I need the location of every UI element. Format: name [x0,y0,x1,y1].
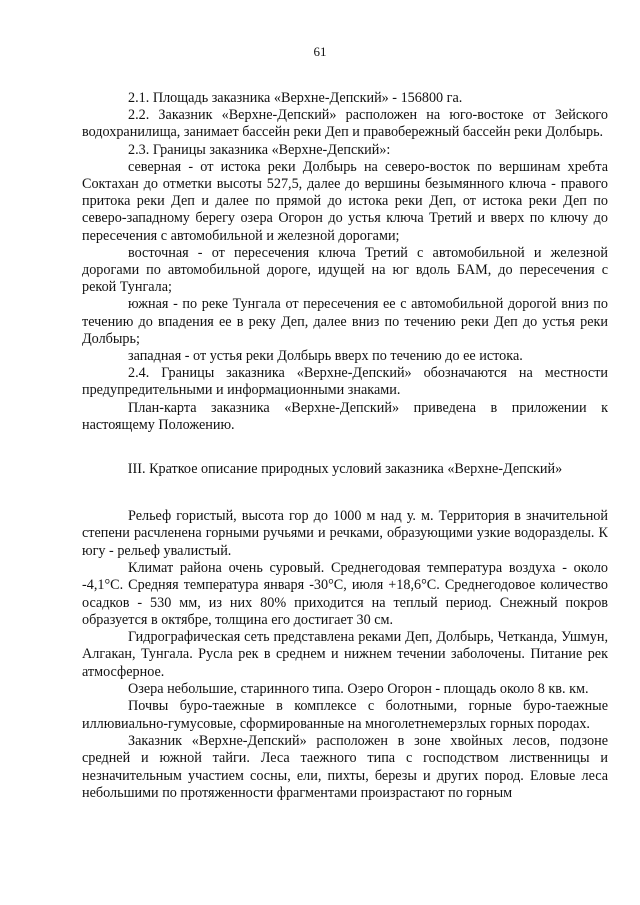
document-body [82,90,608,802]
page-number: 61 [313,44,327,59]
paragraph-relief: Рельеф гористый, высота гор до 1000 м над у. м. Территория в значительной степени расчленена горными ручьями и речками, образующими узкие водоразделы. К югу - рельеф увалистый. [82,508,608,559]
paragraph-boundary-east: восточная - от пересечения ключа Третий с автомобильной и железной дорогами по автомобильной дороге, идущей на юг вдоль БАМ, до пересечения с рекой Тунгала; [82,244,608,296]
paragraph-hydrography: Гидрографическая сеть представлена реками Деп, Долбырь, Четканда, Ушмун, Алгакан, Тунгала. Русла рек в среднем и нижнем течении заболочены. Питание рек атмосферное. [82,629,608,680]
paragraph-boundaries-title: 2.3. Границы заказника «Верхне-Депский»: [128,141,391,158]
section-3-heading: III. Краткое описание природных условий заказника «Верхне-Депский» [127,461,563,478]
section-3-natural-conditions [82,508,608,802]
section-2-boundaries [82,90,608,434]
paragraph-boundary-north: северная - от истока реки Долбырь на северо-восток по вершинам хребта Соктахан до отметки высоты 527,5, далее до вершины безымянного ключа - правого притока реки Деп и далее по прямой до истока реки Деп, от истока реки Деп по северо-западному берегу озера Огорон до устья ключа Третий и вверх по ключу до пересечения с автомобильной и железной дорогами; [82,158,608,244]
paragraph-boundary-west: западная - от устья реки Долбырь вверх по течению до ее истока. [128,348,523,365]
paragraph-forests: Заказник «Верхне-Депский» расположен в зоне хвойных лесов, подзоне средней и южной тайги. Леса таежного типа с господством лиственницы и незначительным участием сосны, ели, пихты, березы и других пород. Еловые леса небольшими по протяженности фрагментами произрастают по горным [82,732,608,801]
paragraph-area: 2.1. Площадь заказника «Верхне-Депский» - 156800 га. [128,90,463,106]
paragraph-location: 2.2. Заказник «Верхне-Депский» расположен на юго-востоке от Зейского водохранилища, занимает бассейн реки Деп и правобережный бассейн реки Долбырь. [82,107,608,141]
paragraph-climate: Климат района очень суровый. Среднегодовая температура воздуха - около -4,1°С. Средняя температура января -30°С, июля +18,6°С. Среднегодовое количество осадков - 530 мм, из них 80% приходится на теплый период. Снежный покров образуется в октябре, толщина его достигает 30 см. [82,559,608,628]
paragraph-soils: Почвы буро-таежные в комплексе с болотными, горные буро-таежные иллювиально-гумусовые, сформированные на многолетнемерзлых горных породах. [82,698,608,732]
paragraph-map-reference: План-карта заказника «Верхне-Депский» приведена в приложении к настоящему Положению. [82,399,608,433]
paragraph-boundary-south: южная - по реке Тунгала от пересечения ее с автомобильной дорогой вниз по течению до впадения ее в реку Деп, далее вниз по течению реки Деп до устья реки Долбырь; [82,296,608,347]
paragraph-lakes: Озера небольшие, старинного типа. Озеро Огорон - площадь около 8 кв. км. [128,681,589,698]
paragraph-boundary-signs: 2.4. Границы заказника «Верхне-Депский» обозначаются на местности предупредительными и информационными знаками. [82,365,608,399]
